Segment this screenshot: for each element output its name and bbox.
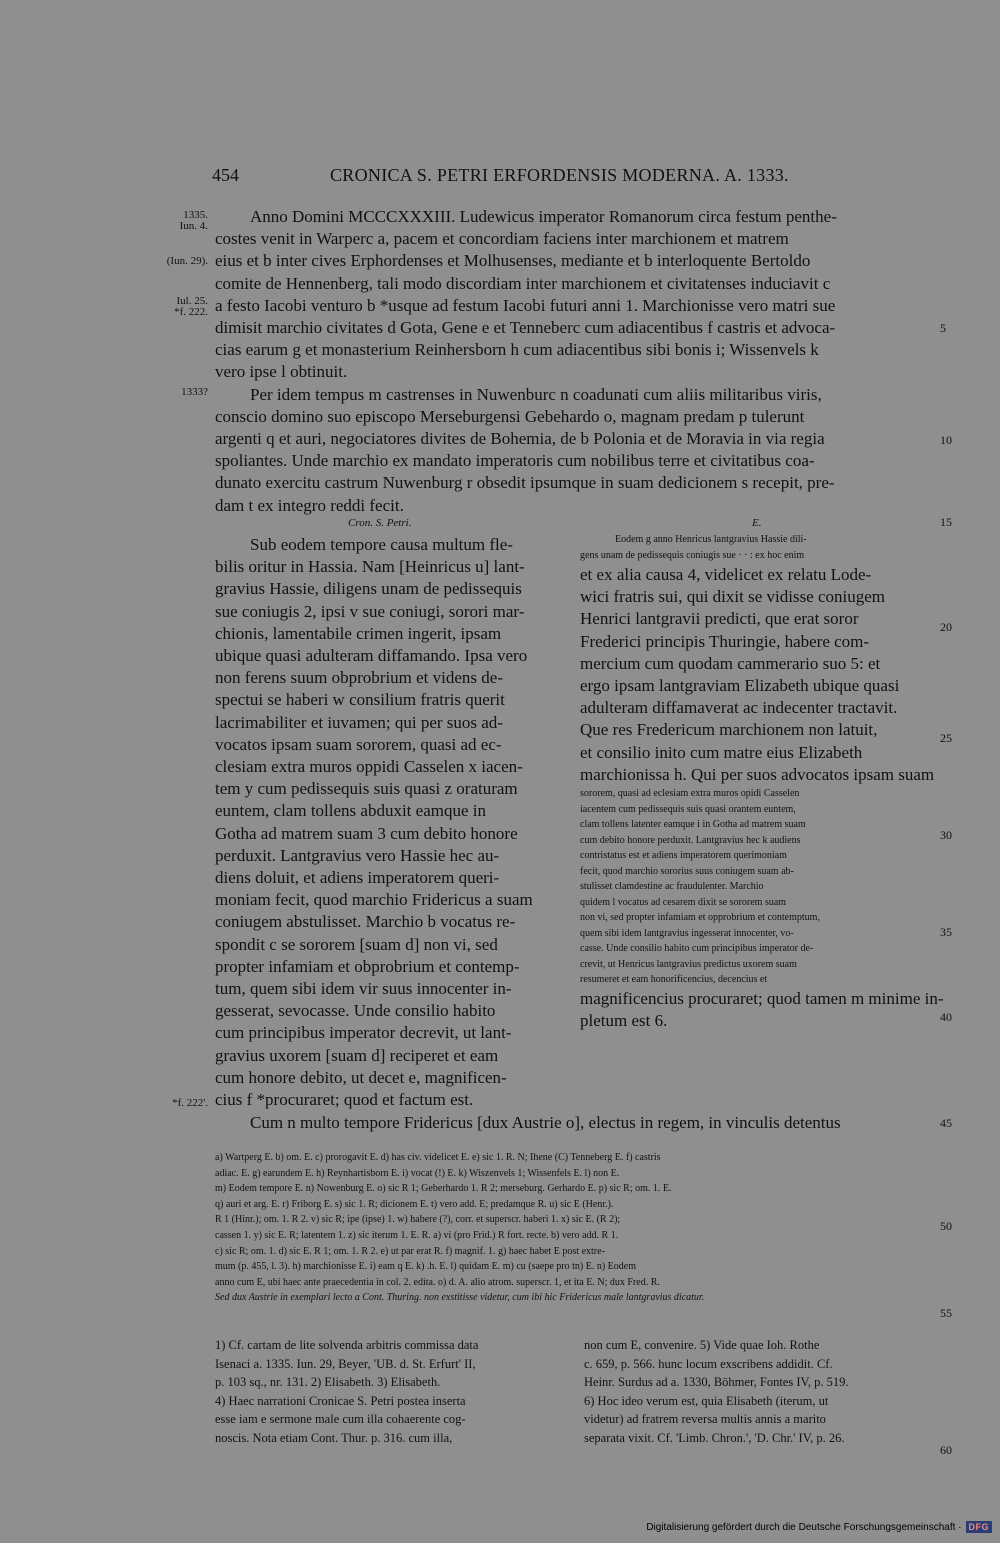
line-number: 35 [940, 925, 952, 939]
text-line: tem y cum pedissequis suis quasi z oraturam [215, 779, 518, 799]
text-line: fecit, quod marchio sororius suus coniugem suam ab- [580, 865, 794, 877]
text-line: cum debito honore perduxit. Lantgravius hec k audiens [580, 834, 801, 846]
note-line: videtur) ad fratrem reversa multis annis a marito [584, 1412, 826, 1426]
text-line: comite de Hennenberg, tali modo discordiam inter marchionem et civitatenses induciavit c [215, 273, 831, 293]
text-line: Sub eodem tempore causa multum fle- [250, 535, 513, 554]
column-heading-right: E. [752, 517, 762, 529]
text-line: cius f *procuraret; quod et factum est. [215, 1090, 474, 1110]
text-line: gens unam de pedissequis coniugis sue · · : ex hoc enim [580, 550, 805, 561]
text-line: chionis, lamentabile crimen ingerit, ipsam [215, 623, 502, 643]
text-line: contristatus est et adiens imperatorem querimoniam [580, 850, 787, 862]
text-line: wici fratris sui, qui dixit se vidisse coniugem [580, 587, 886, 607]
note-line: Heinr. Surdus ad a. 1330, Böhmer, Fontes IV, p. 519. [584, 1375, 849, 1389]
line-number: 45 [940, 1116, 952, 1130]
text-line: argenti q et auri, negociatores divites de Bohemia, de b Polonia et de Moravia in via regia [215, 429, 825, 449]
text-line: non ferens suum obprobrium et videns de- [215, 668, 503, 688]
text-line: mercium cum quodam cammerario suo 5: et [580, 653, 881, 673]
text-line: stulisset clamdestine ac fraudulenter. Marchio [580, 881, 764, 893]
text-line: Frederici principis Thuringie, habere com- [580, 631, 870, 651]
text-line: casse. Unde consilio habito cum principibus imperator de- [580, 943, 814, 955]
text-line: et ex alia causa 4, videlicet ex relatu Lode- [580, 565, 872, 584]
line-number: 25 [940, 731, 952, 745]
text-line: lacrimabiliter et iuvamen; qui per suos ad- [215, 712, 503, 732]
main-text [215, 206, 937, 517]
text-line: magnificencius procuraret; quod tamen m minime in- [580, 988, 944, 1008]
text-line: cum honore debito, ut decet e, magnificen- [215, 1067, 507, 1087]
text-line: dimisit marchio civitates d Gota, Gene e et Tenneberc cum adiacentibus f castris et advoca- [215, 318, 836, 338]
apparatus-line: adiac. E. g) earundem E. h) Reynhartisborn E. i) vocat (!) E. k) Wiszenvels 1; Wissenfels E. l) non E. [215, 1167, 620, 1179]
note-line: Isenaci a. 1335. Iun. 29, Beyer, 'UB. d. St. Erfurt' II, [215, 1356, 476, 1371]
text-line: et consilio inito cum matre eius Elizabeth [580, 742, 863, 762]
text-line: tum, quem sibi idem vir suus innocenter in- [215, 979, 512, 999]
text-line: gravius Hassie, diligens unam de pedissequis [215, 579, 522, 599]
closing-text [215, 1112, 937, 1134]
text-line: coniugem abstulisset. Marchio b vocatus re- [215, 912, 516, 932]
text-line: iacentem cum pedissequis suis quasi orantem euntem, [580, 803, 796, 815]
critical-apparatus [215, 1150, 940, 1306]
margin-date: 1335. [183, 209, 208, 221]
margin-date: Iun. 4. [179, 220, 208, 232]
note-line: p. 103 sq., nr. 131. 2) Elisabeth. 3) Elisabeth. [215, 1375, 441, 1389]
text-line: resumeret et eam honorificencius, decencius et [580, 974, 768, 986]
text-line: dunato exercitu castrum Nuwenburg r obsedit ipsumque in suam dedicionem s recepit, pre- [215, 473, 835, 493]
note-line: separata vixit. Cf. 'Limb. Chron.', 'D. Chr.' IV, p. 26. [584, 1430, 845, 1445]
apparatus-line: mum (p. 455, l. 3). h) marchionisse E. i) eam q E. k) .h. E. l) quidam E. m) cu (saepe pro tn) E. n) Eodem [215, 1261, 637, 1273]
text-line: Eodem g anno Henricus lantgravius Hassie dili- [615, 534, 807, 545]
apparatus-line: Sed dux Austrie in exemplari lecto a Cont. Thuring. non exstitisse videtur, cum ibi hic Fridericus male lantgravius dicatur. [215, 1292, 705, 1304]
note-line: 1) Cf. cartam de lite solvenda arbitris commissa data [215, 1338, 479, 1352]
running-title: CRONICA S. PETRI ERFORDENSIS MODERNA. A. 1333. [330, 165, 789, 185]
margin-date: (Iun. 29). [166, 255, 208, 267]
margin-date: *f. 222. [174, 306, 208, 318]
line-number: 55 [940, 1306, 952, 1320]
note-line: esse iam e sermone male cum illa cohaerente cog- [215, 1412, 466, 1426]
text-line: gesserat, sevocasse. Unde consilio habito [215, 1001, 496, 1021]
text-line: adulteram diffamaverat ac indecenter tractavit. [580, 698, 898, 718]
apparatus-line: c) sic R; om. 1. d) sic E. R 1; om. 1. R 2. e) ut par erat R. f) magnif. 1. g) haec habet E post extre- [215, 1245, 605, 1257]
text-line: non vi, sed propter infamiam et opprobrium et contemptum, [580, 912, 820, 924]
notes-right [584, 1336, 940, 1447]
page-number: 454 [212, 165, 239, 185]
apparatus-line: q) auri et arg. E. r) Friborg E. s) sic 1. R; dicionem E. t) vero add. E; predamque R. u) sic E (Henr.). [215, 1198, 614, 1210]
apparatus-line: a) Wartperg E. b) om. E. c) prorogavit E. d) has civ. videlicet E. e) sic 1. R. N; Ihene (C) Tenneberg E. f) castris [215, 1152, 661, 1163]
text-line: propter infamiam et obprobrium et contemp- [215, 956, 520, 976]
text-line: Gotha ad matrem suam 3 cum debito honore [215, 823, 518, 843]
apparatus-line: anno cum E, ubi haec ante praecedentia in col. 2. edita. o) d. A. alio atrom. superscr. 1, et ita E. N; dux Fred. R. [215, 1276, 660, 1288]
text-line: Henrici lantgravii predicti, que erat soror [580, 609, 859, 629]
text-line: Que res Fredericum marchionem non latuit, [580, 720, 878, 740]
text-line: bilis oritur in Hassia. Nam [Heinricus u] lant- [215, 557, 525, 577]
text-line: marchionissa h. Qui per suos advocatos ipsam suam [580, 764, 935, 784]
text-line: dam t ex integro reddi fecit. [215, 495, 404, 515]
text-line: clam tollens latenter eamque i in Gotha ad matrem suam [580, 819, 806, 831]
text-line: moniam fecit, quod marchio Fridericus a suam [215, 890, 533, 910]
footer-text: Digitalisierung gefördert durch die Deutsche Forschungsgemeinschaft · [646, 1521, 962, 1533]
text-line: vero ipse l obtinuit. [215, 362, 348, 382]
dfg-logo[interactable] [966, 1521, 993, 1533]
text-line: euntem, clam tollens abduxit eamque in [215, 801, 486, 821]
line-number: 5 [940, 321, 946, 335]
line-number: 10 [940, 433, 952, 447]
text-line: eius et b inter cives Erphordenses et Molhusenses, mediante et b interloquente Bertoldo [215, 251, 811, 271]
left-column-text [215, 534, 570, 1111]
note-line: c. 659, p. 566. hunc locum exscribens addidit. Cf. [584, 1356, 833, 1371]
text-line: quidem l vocatus ad cesarem dixit se sororem suam [580, 896, 787, 908]
text-line: spoliantes. Unde marchio ex mandato imperatoris cum nobilibus terre et civitatibus coa- [215, 451, 815, 471]
text-line: costes venit in Warperc a, pacem et concordiam faciens inter marchionem et matrem [215, 229, 789, 249]
note-line: non cum E, convenire. 5) Vide quae Ioh. Rothe [584, 1338, 820, 1352]
line-number: 60 [940, 1443, 952, 1457]
text-line: conscio domino suo episcopo Merseburgensi Gebehardo o, magnam predam p tulerunt [215, 406, 805, 426]
text-line: spectui se haberi w consilium fratris querit [215, 690, 505, 710]
text-line: quem sibi idem lantgravius ingesserat innocenter, vo- [580, 927, 794, 939]
text-line: a festo Iacobi venturo b *usque ad festum Iacobi futuri anni 1. Marchionisse vero matri sue [215, 295, 836, 315]
footer [646, 1521, 992, 1533]
text-line: Anno Domini MCCCXXXIII. Ludewicus imperator Romanorum circa festum penthe- [250, 207, 837, 226]
dfg-logo-label: DFG [968, 1522, 989, 1532]
column-heading-left: Cron. S. Petri. [348, 517, 412, 529]
text-line: perduxit. Lantgravius vero Hassie hec au- [215, 845, 500, 865]
apparatus-line: m) Eodem tempore E. n) Nowenburg E. o) sic R 1; Geberhardo 1. R 2; merseburg. Gerhardo E. p) sic R; om. 1. E. [215, 1183, 672, 1195]
text-line: crevit, ut Henricus lantgravius predictus uxorem suam [580, 958, 797, 970]
note-line: 4) Haec narrationi Cronicae S. Petri postea inserta [215, 1393, 466, 1408]
margin-date: Iul. 25. [176, 295, 208, 307]
margin-date: 1333? [181, 386, 208, 398]
text-line: spondit c se sororem [suam d] non vi, sed [215, 934, 498, 954]
text-line: diens doluit, et adiens imperatorem queri- [215, 868, 500, 888]
text-line: Per idem tempus m castrenses in Nuwenburc n coadunati cum aliis militaribus viris, [250, 384, 822, 404]
text-line: ergo ipsam lantgraviam Elizabeth ubique quasi [580, 676, 900, 696]
note-line: 6) Hoc ideo verum est, quia Elisabeth (iterum, ut [584, 1393, 829, 1408]
text-line: sororem, quasi ad eclesiam extra muros opidi Casselen [580, 788, 800, 800]
apparatus-line: cassen 1. y) sic E. R; latentem 1. z) sic iterum 1. E. R. a) vi (pro Frid.) R fort. recte. b) vero add. R 1. [215, 1229, 619, 1241]
page-header [160, 165, 960, 191]
text-line: cum principibus imperator decrevit, ut lant- [215, 1023, 512, 1043]
text-line: Cum n multo tempore Fridericus [dux Austrie o], electus in regem, in vinculis detentus [250, 1113, 841, 1132]
note-line: noscis. Nota etiam Cont. Thur. p. 316. cum illa, [215, 1430, 453, 1445]
text-line: clesiam extra muros oppidi Casselen x iacen- [215, 757, 523, 777]
text-line: vocatos ipsam suam sororem, quasi ad ec- [215, 734, 502, 754]
line-number: 15 [940, 515, 952, 529]
right-column-text [580, 532, 944, 1032]
line-number: 50 [940, 1219, 952, 1233]
text-line: gravius uxorem [suam d] reciperet et eam [215, 1045, 499, 1065]
line-number: 20 [940, 620, 952, 634]
line-number: 40 [940, 1010, 952, 1024]
apparatus-line: R 1 (Hinr.); om. 1. R 2. v) sic R; ipe (ipse) 1. w) habere (?), corr. et superscr. haberi 1. x) sic E. (R 2); [215, 1214, 621, 1226]
notes-left [215, 1336, 575, 1447]
text-line: ubique quasi adulteram diffamando. Ipsa vero [215, 646, 528, 666]
margin-date: *f. 222'. [172, 1097, 208, 1109]
text-line: cias earum g et monasterium Reinhersborn h cum adiacentibus sibi bonis i; Wissenvels k [215, 340, 819, 360]
text-line: pletum est 6. [580, 1010, 668, 1030]
text-line: sue coniugis 2, ipsi v sue coniugi, sorori mar- [215, 601, 525, 621]
line-number: 30 [940, 828, 952, 842]
